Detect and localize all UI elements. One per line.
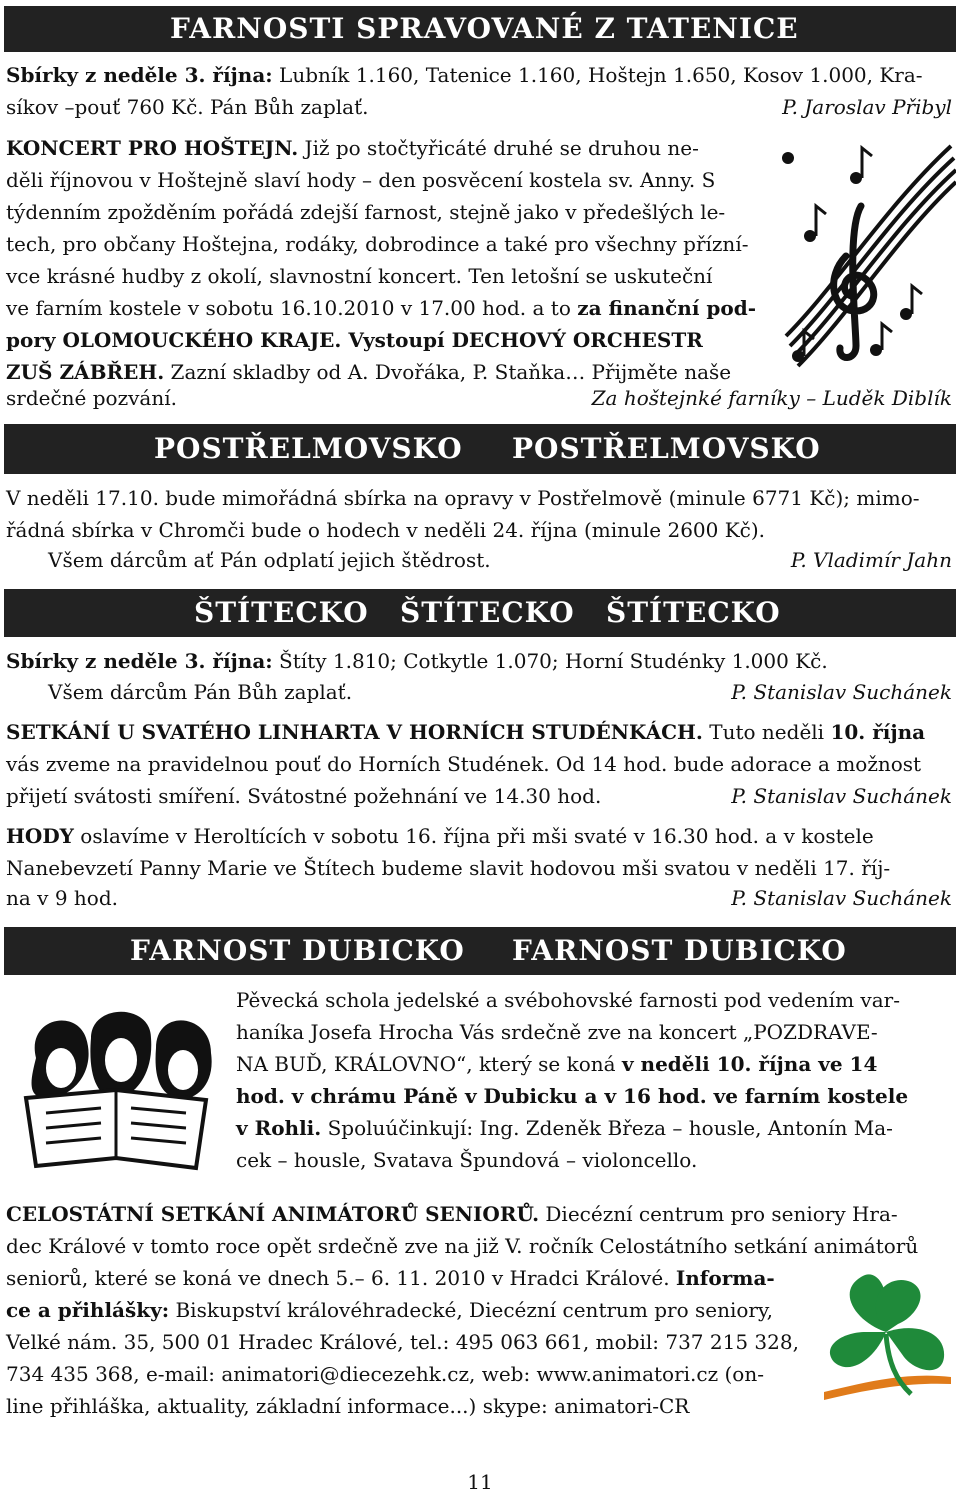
shamrock-icon [816, 1262, 956, 1402]
postrelmovsko-line-3: Všem dárcům ať Pán odplatí jejich štědrost. [48, 548, 491, 572]
koncert-line-6: ve farním kostele v sobotu 16.10.2010 v 17.00 hod. a to za finanční pod- [6, 296, 756, 320]
section-title-right: FARNOST DUBICKO [512, 934, 847, 967]
setkani-line-2: vás zveme na pravidelnou pouť do Horních Studének. Od 14 hod. bude adorace a možnost [6, 752, 922, 776]
section-title-3: ŠTÍTECKO [606, 596, 781, 629]
section-title-1: ŠTÍTECKO [194, 596, 369, 629]
koncert-line-7: pory OLOMOUCKÉHO KRAJE. Vystoupí DECHOVÝ ORCHESTR [6, 328, 703, 352]
koncert-line-1: KONCERT PRO HOŠTEJN. Již po stočtyřicáté druhé se druhou ne- [6, 136, 699, 160]
setkani-line-3: přijetí svátosti smíření. Svátostné požehnání ve 14.30 hod. [6, 784, 602, 808]
dubicko-line-1: Pěvecká schola jedelské a svébohovské farnosti pod vedením var- [236, 988, 900, 1012]
dubicko-line-6: cek – housle, Svatava Špundová – violoncello. [236, 1148, 698, 1172]
stitecko-sbirky-line-2: Všem dárcům Pán Bůh zaplať. [48, 680, 353, 704]
celostatni-line-5: Velké nám. 35, 500 01 Hradec Králové, tel.: 495 063 661, mobil: 737 215 328, [6, 1330, 799, 1354]
music-notes-icon [776, 136, 956, 370]
koncert-line-3: týdenním zpožděním pořádá zdejší farnost, stejně jako v předešlých le- [6, 200, 726, 224]
signature: P. Stanislav Suchánek [731, 886, 952, 910]
section-title-right: POSTŘELMOVSKO [512, 432, 821, 465]
koncert-line-2: děli říjnovou v Hoštejně slaví hody – den posvěcení kostela sv. Anny. S [6, 168, 716, 192]
celostatni-line-4: ce a přihlášky: Biskupství královéhradecké, Diecézní centrum pro seniory, [6, 1298, 773, 1322]
celostatni-line-7: line přihláška, aktuality, základní informace...) skype: animatori-CR [6, 1394, 690, 1418]
section-header-tatenice [4, 6, 956, 52]
koncert-line-4: tech, pro občany Hoštejna, rodáky, dobrodince a také pro všechny přízní- [6, 232, 749, 256]
dubicko-line-3: NA BUĎ, KRÁLOVNO“, který se koná v neděli 10. října ve 14 [236, 1052, 878, 1076]
postrelmovsko-line-2: řádná sbírka v Chromči bude o hodech v neděli 24. října (minule 2600 Kč). [6, 518, 766, 542]
celostatni-line-3: seniorů, které se koná ve dnech 5.– 6. 11. 2010 v Hradci Králové. Informa- [6, 1266, 775, 1290]
signature: P. Stanislav Suchánek [731, 680, 952, 704]
section-title-left: FARNOST DUBICKO [130, 934, 465, 967]
celostatni-line-6: 734 435 368, e-mail: animatori@diecezehk.cz, web: www.animatori.cz (on- [6, 1362, 764, 1386]
hody-line-3: na v 9 hod. [6, 886, 118, 910]
singers-illustration-icon [6, 998, 228, 1174]
dubicko-line-5: v Rohli. Spoluúčinkují: Ing. Zdeněk Březa – housle, Antonín Ma- [236, 1116, 893, 1140]
section-header-dubicko [4, 927, 956, 975]
sbirky-line-1: Sbírky z neděle 3. října: Lubník 1.160, Tatenice 1.160, Hoštejn 1.650, Kosov 1.000, Kra- [6, 63, 923, 87]
celostatni-line-2: dec Králové v tomto roce opět srdečně zve na již V. ročník Celostátního setkání animátorů [6, 1234, 919, 1258]
hody-line-1: HODY oslavíme v Heroltících v sobotu 16. října při mši svaté v 16.30 hod. a v kostele [6, 824, 874, 848]
dubicko-line-2: haníka Josefa Hrocha Vás srdečně zve na koncert „POZDRAVE- [236, 1020, 878, 1044]
section-title: FARNOSTI SPRAVOVANÉ Z TATENICE [170, 12, 799, 45]
signature: Za hoštejnké farníky – Luděk Diblík [591, 386, 952, 410]
section-title-2: ŠTÍTECKO [400, 596, 575, 629]
section-header-stitecko [4, 589, 956, 637]
koncert-line-8: ZUŠ ZÁBŘEH. Zazní skladby od A. Dvořáka, P. Staňka… Přijměte naše [6, 360, 732, 384]
hody-line-2: Nanebevzetí Panny Marie ve Štítech budeme slavit hodovou mši svatou v neděli 17. říj- [6, 856, 891, 880]
signature: P. Vladimír Jahn [790, 548, 952, 572]
sbirky-line-2: síkov –pouť 760 Kč. Pán Bůh zaplať. [6, 95, 369, 119]
section-title-left: POSTŘELMOVSKO [154, 432, 463, 465]
stitecko-sbirky-line-1: Sbírky z neděle 3. října: Štíty 1.810; Cotkytle 1.070; Horní Studénky 1.000 Kč. [6, 649, 828, 673]
koncert-line-9: srdečné pozvání. [6, 386, 177, 410]
signature: P. Stanislav Suchánek [731, 784, 952, 808]
signature: P. Jaroslav Přibyl [782, 95, 952, 119]
celostatni-line-1: CELOSTÁTNÍ SETKÁNÍ ANIMÁTORŮ SENIORŮ. Diecézní centrum pro seniory Hra- [6, 1202, 898, 1226]
page-number: 11 [467, 1470, 493, 1494]
postrelmovsko-line-1: V neděli 17.10. bude mimořádná sbírka na opravy v Postřelmově (minule 6771 Kč); mimo- [6, 486, 920, 510]
koncert-line-5: vce krásné hudby z okolí, slavnostní koncert. Ten letošní se uskuteční [6, 264, 713, 288]
dubicko-line-4: hod. v chrámu Páně v Dubicku a v 16 hod. ve farním kostele [236, 1084, 909, 1108]
section-header-postrelmovsko [4, 424, 956, 474]
setkani-line-1: SETKÁNÍ U SVATÉHO LINHARTA V HORNÍCH STUDÉNKÁCH. Tuto neděli 10. října [6, 720, 926, 744]
